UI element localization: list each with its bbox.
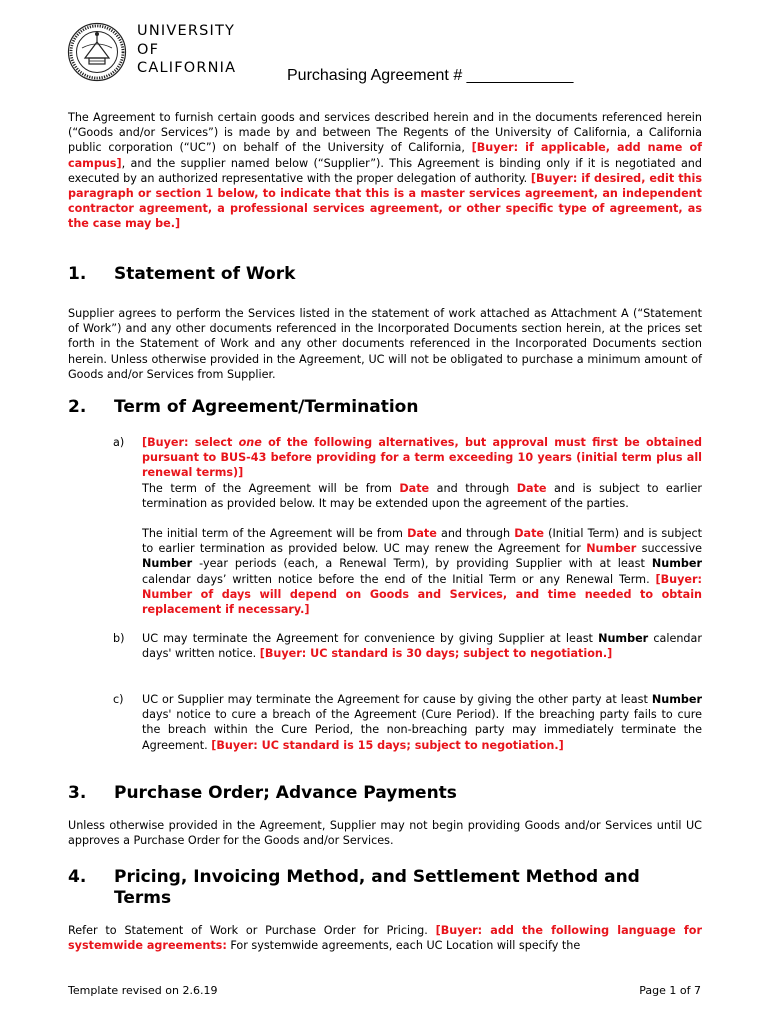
number-placeholder: Number: [586, 542, 637, 556]
intro-buyer-note-2: [Buyer: if desired, edit this paragraph or section 1 below, to indicate that this is a master services agreement, an independent contractor agreement, a professional services agreement, or other specific type of agreement, as the case may be.]: [68, 171, 703, 231]
section-1-number: 1.: [68, 264, 87, 284]
item-a-buyer-note-2: [Buyer: Number of days will depend on Goods and Services, and time needed to obtain replacement if necessary.]: [142, 572, 702, 617]
intro-buyer-note-1: [Buyer: if applicable, add name of campus]: [68, 141, 702, 170]
item-c-buyer-note: [Buyer: UC standard is 15 days; subject to negotiation.]: [211, 738, 564, 752]
date-placeholder: Date: [407, 527, 437, 541]
item-a-content: [Buyer: select one of the following alternatives, but approval must first be obtained pursuant to BUS-43 before providing for a term exceeding 10 years (initial term plus all renewal terms)] The term of the Agreement will be from Date and through Date and is subject to earlier termination as provided below. It may be extended upon the agreement of the parties. The initial term of the Agreement will be from Date and through Date (Initial Term) and is subject to earlier termination as provided below. UC may renew the Agreement for Number successive Number -year periods (each, a Renewal Term), by providing Supplier with at least Number calendar days’ written notice before the end of the Initial Term or any Renewal Term. [Buyer: Number of days will depend on Goods and Services, and time needed to obtain replacement if necessary.]: [142, 436, 702, 617]
item-c-content: UC or Supplier may terminate the Agreement for cause by giving the other party at least Number days' notice to cure a breach of the Agreement (Cure Period). If the breaching party fails to cure the breach within the Cure Period, the non-breaching party may immediately terminate the Agreement. [Buyer: UC standard is 15 days; subject to negotiation.]: [142, 693, 702, 752]
item-b-buyer-note: [Buyer: UC standard is 30 days; subject to negotiation.]: [259, 647, 613, 661]
date-placeholder: Date: [516, 481, 547, 495]
number-placeholder: Number: [598, 632, 649, 645]
term-item-c: [68, 692, 702, 753]
number-placeholder: Number: [651, 693, 702, 706]
item-b-label: b): [113, 632, 125, 645]
section-4-text: Refer to Statement of Work or Purchase Order for Pricing. [Buyer: add the following language for systemwide agreements: For systemwide agreements, each UC Location will specify the: [68, 924, 702, 953]
section-4-title: Pricing, Invoicing Method, and Settlement Method and Terms: [114, 867, 640, 908]
term-item-b: [68, 631, 702, 661]
item-c-label: c): [113, 693, 124, 706]
section-3-number: 3.: [68, 783, 87, 803]
wordmark-line-3: CALIFORNIA: [137, 60, 237, 76]
number-placeholder: Number: [142, 557, 193, 571]
item-a-text-1: The term of the Agreement will be from: [142, 481, 400, 495]
intro-paragraph: [68, 110, 702, 232]
section-4-buyer-note: [Buyer: add the following language for systemwide agreements:: [68, 924, 702, 953]
term-item-a: [68, 435, 702, 617]
section-4-number: 4.: [68, 867, 87, 887]
date-placeholder: Date: [399, 481, 430, 495]
item-a-buyer-note-1: [Buyer: select one of the following alternatives, but approval must first be obtained pursuant to BUS-43 before providing for a term exceeding 10 years (initial term plus all renewal terms)]: [142, 436, 702, 480]
date-placeholder: Date: [514, 527, 545, 541]
item-a-text-2: The initial term of the Agreement will be from: [142, 527, 408, 541]
section-1-text: Supplier agrees to perform the Services listed in the statement of work attached as Attachment A (“Statement of Work”) and any other documents referenced in the Incorporated Documents section herein, at the prices set forth in the Statement of Work and any other documents referenced in the Incorporated Documents section herein. Unless otherwise provided in the Agreement, UC will not be obligated to purchase a minimum amount of Goods and/or Services from Supplier.: [68, 307, 702, 381]
footer-page-number: Page 1 of 7: [639, 984, 701, 997]
intro-text-2: , and the supplier named below (“Supplier”). This Agreement is binding only if it is negotiated and executed by an authorized representative with the proper delegation of authority.: [68, 156, 702, 185]
section-1-title: Statement of Work: [114, 264, 296, 284]
footer-template-revision: Template revised on 2.6.19: [68, 984, 218, 997]
section-3-title: Purchase Order; Advance Payments: [114, 783, 457, 803]
number-placeholder: Number: [651, 557, 702, 571]
uc-seal-logo: [67, 22, 127, 82]
document-title: Purchasing Agreement # ____________: [287, 67, 574, 84]
item-a-label: a): [113, 436, 125, 449]
section-2-number: 2.: [68, 397, 87, 417]
section-2-title: Term of Agreement/Termination: [114, 397, 419, 417]
university-wordmark: [137, 22, 236, 78]
wordmark-line-1: UNIVERSITY: [137, 23, 236, 39]
intro-text-1: The Agreement to furnish certain goods and services described herein and in the documents referenced herein (“Goods and/or Services”) is made by and between The Regents of the University of California, a California public corporation (“UC”) on behalf of the University of California,: [68, 111, 702, 155]
section-3-text: Unless otherwise provided in the Agreement, Supplier may not begin providing Goods and/or Services until UC approves a Purchase Order for the Goods and/or Services.: [68, 819, 702, 848]
item-b-content: UC may terminate the Agreement for convenience by giving Supplier at least Number calendar days' written notice. [Buyer: UC standard is 30 days; subject to negotiation.]: [142, 632, 702, 661]
wordmark-line-2: OF: [137, 41, 160, 58]
